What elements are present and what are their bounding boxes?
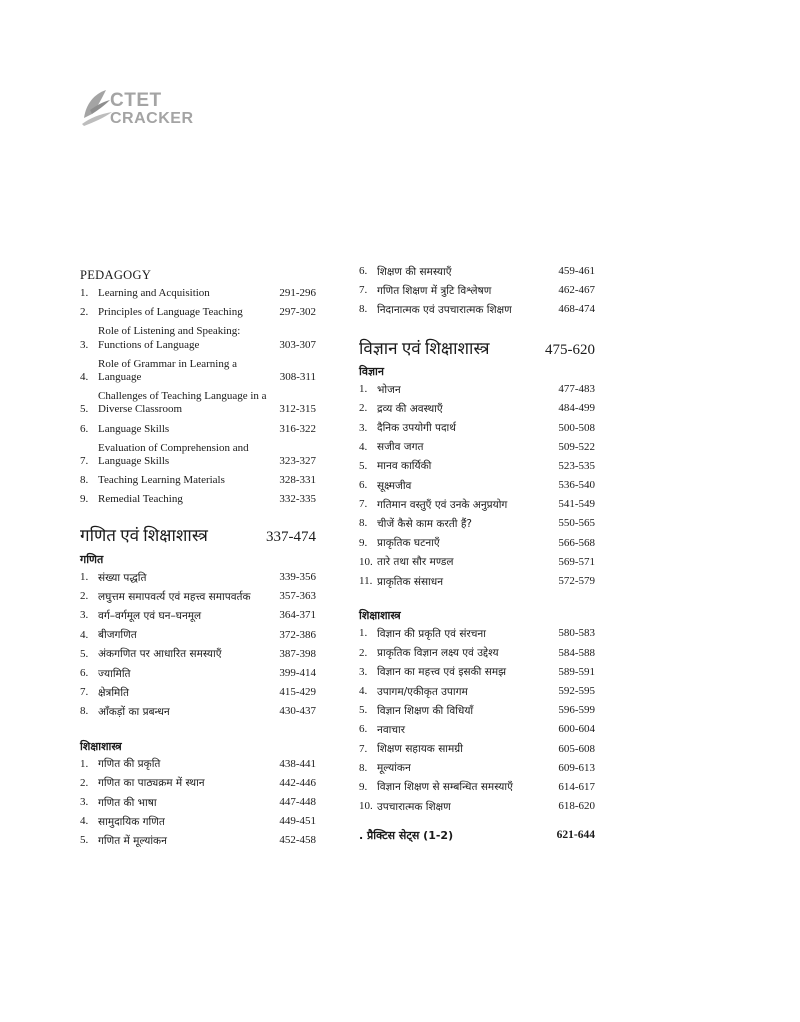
contents-entry (359, 284, 595, 297)
contents-entry (359, 265, 595, 278)
contents-entry (80, 758, 316, 771)
math-section-title: गणित एवं शिक्षाशास्त्र (80, 526, 208, 546)
contents-entry (80, 705, 316, 718)
contents-entry (80, 287, 316, 300)
entry-number: 10. (359, 800, 373, 813)
entry-title: नवाचार (377, 723, 406, 736)
contents-entry (80, 358, 316, 384)
entry-pages: 452-458 (279, 834, 316, 847)
entry-pages: 303-307 (279, 338, 316, 351)
entry-pages: 523-535 (558, 459, 595, 472)
entry-number: 7. (359, 742, 368, 755)
entry-pages: 596-599 (558, 704, 595, 717)
entry-number: 1. (80, 757, 89, 770)
science-pedagogy-list (359, 627, 595, 813)
entry-number: 3. (80, 796, 89, 809)
entry-title: शिक्षण सहायक सामग्री (377, 743, 463, 756)
entry-pages: 430-437 (279, 705, 316, 718)
entry-pages: 477-483 (558, 383, 595, 396)
contents-entry (359, 704, 595, 717)
entry-title: गणित की प्रकृति (98, 758, 161, 771)
entry-title: द्रव्य की अवस्थाएँ (377, 402, 443, 415)
math-section-pages: 337-474 (266, 529, 316, 546)
contents-right-column (359, 265, 595, 843)
entry-title: क्षेत्रमिति (98, 686, 130, 699)
contents-entry (359, 422, 595, 435)
contents-entry (80, 667, 316, 680)
entry-number: 2. (80, 590, 89, 603)
entry-number: 7. (80, 686, 89, 699)
feather-logo-icon (80, 88, 114, 128)
contents-entry (80, 834, 316, 847)
contents-entry (359, 762, 595, 775)
science-section-pages: 475-620 (545, 341, 595, 358)
contents-entry (359, 498, 595, 511)
entry-number: 9. (359, 780, 368, 793)
entry-pages: 415-429 (279, 686, 316, 699)
entry-pages: 509-522 (558, 440, 595, 453)
entry-title: संख्या पद्धति (98, 571, 147, 584)
entry-number: 11. (359, 575, 373, 588)
contents-entry (359, 666, 595, 679)
practice-sets-label: . प्रैक्टिस सेट्स (1-2) (359, 829, 454, 843)
entry-title: तारे तथा सौर मण्डल (377, 556, 454, 569)
entry-title: Role of Grammar in Learning a Language (98, 357, 237, 383)
entry-number: 3. (80, 338, 89, 351)
entry-title: भोजन (377, 383, 401, 396)
contents-entry (359, 460, 595, 473)
contents-entry (359, 627, 595, 640)
practice-sets-pages: 621-644 (556, 829, 595, 842)
ctet-cracker-logo (80, 86, 192, 134)
contents-entry (80, 590, 316, 603)
contents-entry (80, 777, 316, 790)
entry-title: विज्ञान की प्रकृति एवं संरचना (377, 627, 486, 640)
entry-number: 8. (80, 474, 89, 487)
entry-title: Remedial Teaching (98, 493, 183, 506)
entry-number: 1. (80, 571, 89, 584)
entry-number: 7. (80, 454, 89, 467)
science-list (359, 383, 595, 588)
entry-number: 5. (359, 704, 368, 717)
entry-pages: 357-363 (279, 590, 316, 603)
entry-pages: 550-565 (558, 517, 595, 530)
contents-left-column (80, 268, 316, 854)
entry-title: प्राकृतिक संसाधन (377, 575, 444, 588)
entry-number: 2. (359, 402, 368, 415)
entry-pages: 572-579 (558, 575, 595, 588)
entry-title: ज्यामिति (98, 667, 131, 680)
entry-pages: 438-441 (279, 757, 316, 770)
entry-title: मूल्यांकन (377, 762, 411, 775)
entry-title: प्राकृतिक घटनाएँ (377, 537, 440, 550)
entry-pages: 536-540 (558, 479, 595, 492)
entry-pages: 364-371 (279, 609, 316, 622)
entry-number: 9. (80, 493, 89, 506)
entry-number: 2. (359, 646, 368, 659)
entry-title: गणित में मूल्यांकन (98, 835, 167, 848)
entry-number: 3. (359, 665, 368, 678)
entry-title: सामुदायिक गणित (98, 815, 165, 828)
entry-number: 5. (80, 403, 89, 416)
entry-pages: 580-583 (558, 627, 595, 640)
contents-entry (80, 609, 316, 622)
entry-number: 8. (359, 761, 368, 774)
contents-entry (80, 423, 316, 436)
entry-title: गतिमान वस्तुएँ एवं उनके अनुप्रयोग (377, 498, 508, 511)
entry-title: Evaluation of Comprehension and Language Skills (98, 441, 249, 467)
entry-number: 1. (359, 383, 368, 396)
entry-number: 7. (359, 498, 368, 511)
entry-number: 5. (359, 459, 368, 472)
entry-number: 5. (80, 834, 89, 847)
contents-entry (359, 537, 595, 550)
entry-title: Challenges of Teaching Language in a Diverse Classroom (98, 390, 267, 416)
math-pedagogy-list-part2 (359, 265, 595, 317)
entry-number: 8. (359, 517, 368, 530)
science-pedagogy-subsection-title: शिक्षाशास्त्र (359, 609, 401, 623)
logo-text-cracker: CRACKER (110, 110, 194, 127)
entry-title: दैनिक उपयोगी पदार्थ (377, 422, 456, 435)
entry-title: Principles of Language Teaching (98, 306, 243, 319)
entry-pages: 399-414 (279, 666, 316, 679)
entry-number: 3. (80, 609, 89, 622)
entry-title: प्राकृतिक विज्ञान लक्ष्य एवं उद्देश्य (377, 647, 499, 660)
entry-title: Role of Listening and Speaking: Functions of Language (98, 325, 241, 351)
contents-entry (359, 723, 595, 736)
contents-entry (359, 743, 595, 756)
math-pedagogy-list-part1 (80, 758, 316, 848)
entry-number: 4. (359, 440, 368, 453)
science-section-heading (359, 339, 595, 359)
entry-title: विज्ञान शिक्षण से सम्बन्धित समस्याएँ (377, 781, 513, 794)
contents-entry (80, 571, 316, 584)
contents-entry (359, 383, 595, 396)
entry-title: लघुत्तम समापवर्त्य एवं महत्त्व समापवर्तक (98, 590, 251, 603)
entry-pages: 584-588 (558, 646, 595, 659)
entry-title: आँकड़ों का प्रबन्धन (98, 705, 170, 718)
practice-sets-entry (359, 829, 595, 843)
math-pedagogy-subsection-title: शिक्षाशास्त्र (80, 739, 122, 753)
entry-title: अंकगणित पर आधारित समस्याएँ (98, 648, 222, 661)
entry-number: 6. (359, 479, 368, 492)
entry-number: 2. (80, 776, 89, 789)
contents-entry (359, 781, 595, 794)
entry-title: शिक्षण की समस्याएँ (377, 265, 452, 278)
contents-entry (80, 390, 316, 416)
entry-number: 7. (359, 284, 368, 297)
contents-entry (359, 556, 595, 569)
entry-title: निदानात्मक एवं उपचारात्मक शिक्षण (377, 303, 512, 316)
entry-pages: 462-467 (558, 284, 595, 297)
entry-number: 6. (80, 422, 89, 435)
contents-entry (80, 815, 316, 828)
contents-entry (359, 441, 595, 454)
entry-number: 9. (359, 536, 368, 549)
entry-pages: 339-356 (279, 571, 316, 584)
entry-pages: 297-302 (279, 306, 316, 319)
entry-pages: 609-613 (558, 761, 595, 774)
entry-number: 4. (359, 684, 368, 697)
entry-pages: 618-620 (558, 800, 595, 813)
pedagogy-list (80, 287, 316, 506)
entry-number: 3. (359, 421, 368, 434)
contents-entry (80, 629, 316, 642)
entry-pages: 614-617 (558, 780, 595, 793)
entry-title: Language Skills (98, 422, 170, 435)
entry-title: मानव कार्यिकी (377, 460, 432, 473)
entry-title: Teaching Learning Materials (98, 474, 225, 487)
entry-pages: 316-322 (279, 422, 316, 435)
entry-pages: 468-474 (558, 303, 595, 316)
entry-number: 5. (80, 647, 89, 660)
entry-number: 6. (80, 666, 89, 679)
contents-entry (80, 474, 316, 487)
entry-title: गणित की भाषा (98, 796, 157, 809)
math-list (80, 571, 316, 719)
entry-pages: 541-549 (558, 498, 595, 511)
entry-pages: 291-296 (279, 287, 316, 299)
entry-number: 8. (359, 303, 368, 316)
entry-pages: 332-335 (279, 493, 316, 506)
entry-title: सूक्ष्मजीव (377, 479, 412, 492)
contents-entry (359, 402, 595, 415)
contents-entry (80, 796, 316, 809)
entry-number: 4. (80, 628, 89, 641)
entry-number: 2. (80, 306, 89, 319)
contents-entry (359, 303, 595, 316)
entry-pages: 500-508 (558, 421, 595, 434)
entry-pages: 484-499 (558, 402, 595, 415)
contents-entry (80, 325, 316, 351)
math-subsection-title: गणित (80, 552, 104, 566)
entry-title: बीजगणित (98, 629, 137, 642)
entry-number: 4. (80, 815, 89, 828)
contents-entry (80, 648, 316, 661)
contents-entry (359, 685, 595, 698)
entry-title: विज्ञान शिक्षण की विधियाँ (377, 704, 474, 717)
contents-entry (80, 686, 316, 699)
entry-pages: 589-591 (558, 665, 595, 678)
entry-pages: 387-398 (279, 647, 316, 660)
entry-title: सजीव जगत (377, 441, 424, 454)
entry-number: 6. (359, 265, 368, 277)
entry-pages: 592-595 (558, 684, 595, 697)
entry-title: विज्ञान का महत्त्व एवं इसकी समझ (377, 666, 507, 679)
entry-pages: 605-608 (558, 742, 595, 755)
entry-pages: 372-386 (279, 628, 316, 641)
contents-entry (80, 442, 316, 468)
entry-pages: 323-327 (279, 454, 316, 467)
entry-pages: 449-451 (279, 815, 316, 828)
science-subsection-title: विज्ञान (359, 364, 384, 378)
entry-pages: 312-315 (279, 403, 316, 416)
entry-pages: 459-461 (558, 265, 595, 277)
contents-entry (80, 306, 316, 319)
contents-entry (359, 479, 595, 492)
entry-pages: 569-571 (558, 555, 595, 568)
entry-title: उपागम/एकीकृत उपागम (377, 685, 468, 698)
contents-entry (359, 647, 595, 660)
science-section-title: विज्ञान एवं शिक्षाशास्त्र (359, 338, 490, 358)
entry-title: Learning and Acquisition (98, 287, 210, 299)
contents-entry (359, 517, 595, 530)
entry-pages: 600-604 (558, 723, 595, 736)
entry-pages: 308-311 (279, 370, 316, 383)
entry-number: 1. (359, 627, 368, 640)
math-section-heading (80, 526, 316, 546)
entry-number: 10. (359, 555, 373, 568)
entry-number: 4. (80, 370, 89, 383)
contents-entry (359, 800, 595, 813)
entry-title: गणित का पाठ्यक्रम में स्थान (98, 777, 205, 790)
entry-pages: 442-446 (279, 776, 316, 789)
entry-number: 6. (359, 723, 368, 736)
entry-number: 8. (80, 705, 89, 718)
entry-title: वर्ग–वर्गमूल एवं घन–घनमूल (98, 609, 202, 622)
entry-title: उपचारात्मक शिक्षण (377, 800, 451, 813)
entry-number: 1. (80, 287, 89, 299)
contents-entry (359, 575, 595, 588)
entry-title: चीजें कैसे काम करती हैं? (377, 518, 472, 531)
entry-title: गणित शिक्षण में त्रुटि विश्लेषण (377, 284, 492, 297)
contents-entry (80, 493, 316, 506)
pedagogy-section-title: PEDAGOGY (80, 268, 152, 282)
entry-pages: 566-568 (558, 536, 595, 549)
entry-pages: 328-331 (279, 474, 316, 487)
entry-pages: 447-448 (279, 796, 316, 809)
logo-text-ctet: CTET (110, 90, 162, 111)
